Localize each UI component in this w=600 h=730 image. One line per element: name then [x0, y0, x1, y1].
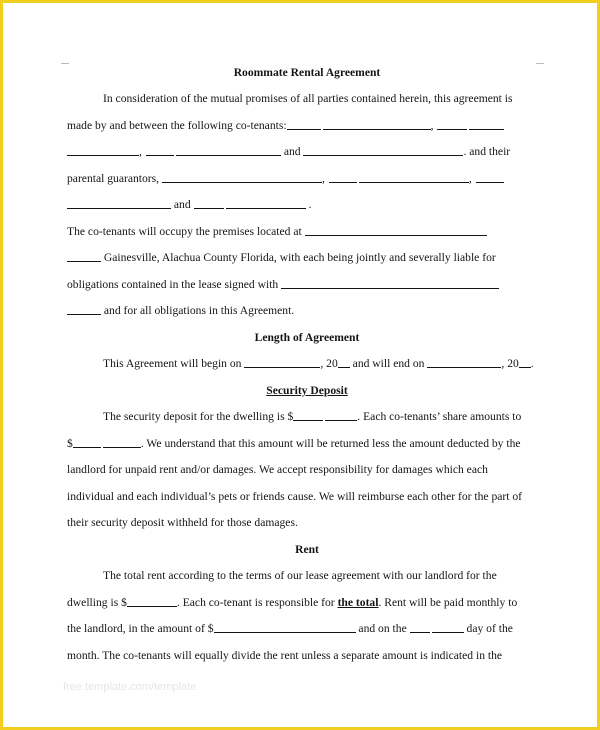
blank-cotenant-2b[interactable] — [469, 117, 504, 130]
length-line: This Agreement will begin on , 20 and will end on , 20 . — [103, 357, 534, 370]
document-title: Roommate Rental Agreement — [233, 66, 381, 79]
the-total-emphasis: the total — [337, 596, 379, 609]
blank-due-day-a[interactable] — [410, 620, 430, 633]
blank-start-year[interactable] — [338, 355, 350, 368]
blank-cotenant-1a[interactable] — [287, 117, 321, 130]
blank-guarantor-2a[interactable] — [329, 170, 357, 183]
premises-line-3: obligations contained in the lease signed with — [67, 275, 547, 295]
blank-guarantor-5a[interactable] — [194, 196, 224, 209]
intro-line-1: In consideration of the mutual promises of all parties contained herein, this agreement is — [103, 92, 513, 105]
rent-heading: Rent — [295, 543, 319, 556]
blank-cotenant-3[interactable] — [67, 143, 139, 156]
rent-line-4: month. The co-tenants will equally divide the rent unless a separate amount is indicated in the — [67, 649, 503, 662]
deposit-line-3: landlord for unpaid rent and/or damages. We accept responsibility for damages which each — [67, 463, 488, 476]
document-page — [3, 3, 597, 727]
intro-line-5: and . — [67, 195, 547, 215]
blank-guarantor-5b[interactable] — [226, 196, 306, 209]
blank-monthly-amount[interactable] — [214, 620, 356, 633]
premises-line-4: and for all obligations in this Agreement. — [67, 301, 547, 321]
deposit-heading: Security Deposit — [266, 384, 348, 397]
blank-deposit-amount-b[interactable] — [325, 408, 357, 421]
blank-landlord-name[interactable] — [281, 276, 499, 289]
blank-cotenant-4b[interactable] — [176, 143, 281, 156]
blank-cotenant-5[interactable] — [303, 143, 463, 156]
blank-start-date[interactable] — [244, 355, 320, 368]
blank-end-year[interactable] — [519, 355, 531, 368]
rent-line-2: dwelling is $ . Each co-tenant is responsible for the total. Rent will be paid monthly to — [67, 596, 518, 609]
blank-cotenant-2a[interactable] — [437, 117, 467, 130]
blank-guarantor-1[interactable] — [162, 170, 322, 183]
blank-cotenant-1b[interactable] — [323, 117, 431, 130]
blank-total-rent[interactable] — [127, 594, 177, 607]
watermark-text: free.template.com/template — [63, 681, 197, 693]
blank-cotenant-4a[interactable] — [146, 143, 174, 156]
blank-guarantor-3[interactable] — [476, 170, 504, 183]
deposit-line-5: their security deposit withheld for those damages. — [67, 516, 298, 529]
blank-end-date[interactable] — [427, 355, 501, 368]
blank-premises-address-2[interactable] — [67, 249, 101, 262]
blank-premises-address[interactable] — [305, 223, 487, 236]
deposit-line-2: $ . We understand that this amount will be returned less the amount deducted by the — [67, 437, 521, 450]
intro-line-2: made by and between the following co-tenants: , — [67, 116, 547, 136]
premises-line-2: Gainesville, Alachua County Florida, with each being jointly and severally liable for — [67, 248, 547, 268]
blank-share-amount-a[interactable] — [73, 435, 101, 448]
blank-due-day-b[interactable] — [432, 620, 464, 633]
premises-line-1: The co-tenants will occupy the premises located at — [67, 222, 547, 242]
rent-line-3: the landlord, in the amount of $ and on the day of the — [67, 622, 513, 635]
blank-guarantor-2b[interactable] — [359, 170, 469, 183]
blank-share-amount-b[interactable] — [103, 435, 141, 448]
deposit-line-4: individual and each individual’s pets or friends cause. We will reimburse each other for the part of — [67, 490, 523, 503]
length-heading: Length of Agreement — [254, 331, 360, 344]
blank-deposit-amount-a[interactable] — [293, 408, 323, 421]
blank-landlord-name-2[interactable] — [67, 302, 101, 315]
intro-line-3: , and . and their — [67, 142, 547, 162]
intro-line-4: parental guarantors, , , — [67, 169, 547, 189]
deposit-line-1: The security deposit for the dwelling is $ . Each co-tenants’ share amounts to — [103, 410, 522, 423]
rent-line-1: The total rent according to the terms of our lease agreement with our landlord for the — [103, 569, 497, 582]
blank-guarantor-4[interactable] — [67, 196, 171, 209]
